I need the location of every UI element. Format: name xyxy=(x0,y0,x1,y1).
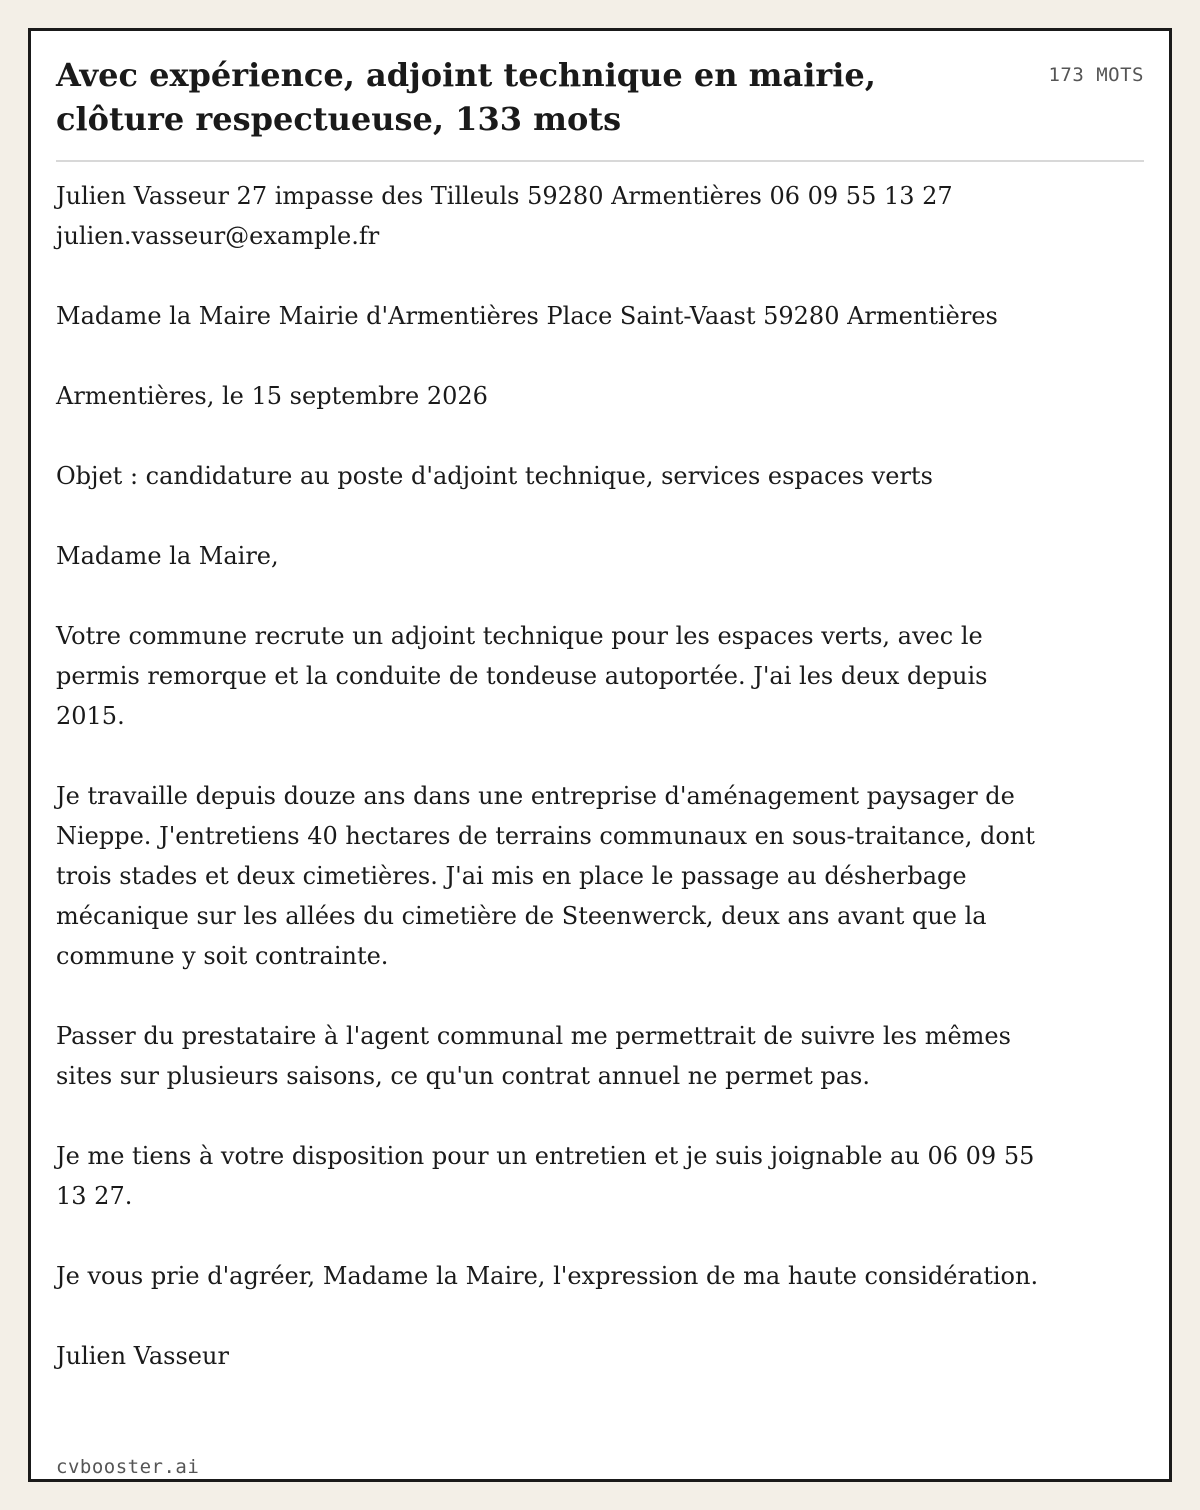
word-count-label: 173 MOTS xyxy=(1048,64,1144,86)
page-title: Avec expérience, adjoint technique en mairie, clôture respectueuse, 133 mots xyxy=(56,56,876,138)
letter-subject: Objet : candidature au poste d'adjoint technique, services espaces verts xyxy=(56,462,933,490)
letter-paragraph: Je me tiens à votre disposition pour un entretien et je suis joignable au 06 09 55 13 27. xyxy=(56,1142,1035,1210)
letter-date: Armentières, le 15 septembre 2026 xyxy=(56,382,488,410)
header-divider xyxy=(56,160,1144,162)
letter-signature: Julien Vasseur xyxy=(56,1342,229,1370)
letter-card xyxy=(28,28,1172,1482)
sender-block: Julien Vasseur 27 impasse des Tilleuls 59280 Armentières 06 09 55 13 27 julien.vasseur@example.fr xyxy=(56,182,953,250)
brand-footer: cvbooster.ai xyxy=(56,1456,200,1478)
letter-closing: Je vous prie d'agréer, Madame la Maire, l'expression de ma haute considération. xyxy=(56,1262,1039,1290)
letter-paragraph: Passer du prestataire à l'agent communal me permettrait de suivre les mêmes sites sur plusieurs saisons, ce qu'un contrat annuel ne permet pas. xyxy=(56,1022,1011,1090)
letter-paragraph: Votre commune recrute un adjoint technique pour les espaces verts, avec le permis remorque et la conduite de tondeuse autoportée. J'ai les deux depuis 2015. xyxy=(56,622,988,730)
letter-body xyxy=(56,176,1046,1376)
letter-paragraph: Je travaille depuis douze ans dans une entreprise d'aménagement paysager de Nieppe. J'entretiens 40 hectares de terrains communaux en sous-traitance, dont trois stades et deux cimetières. J'ai mis en place le passage au désherbage mécanique sur les allées du cimetière de Steenwerck, deux ans avant que la commune y soit contrainte. xyxy=(56,782,1035,970)
letter-salutation: Madame la Maire, xyxy=(56,542,279,570)
recipient-block: Madame la Maire Mairie d'Armentières Place Saint-Vaast 59280 Armentières xyxy=(56,302,998,330)
